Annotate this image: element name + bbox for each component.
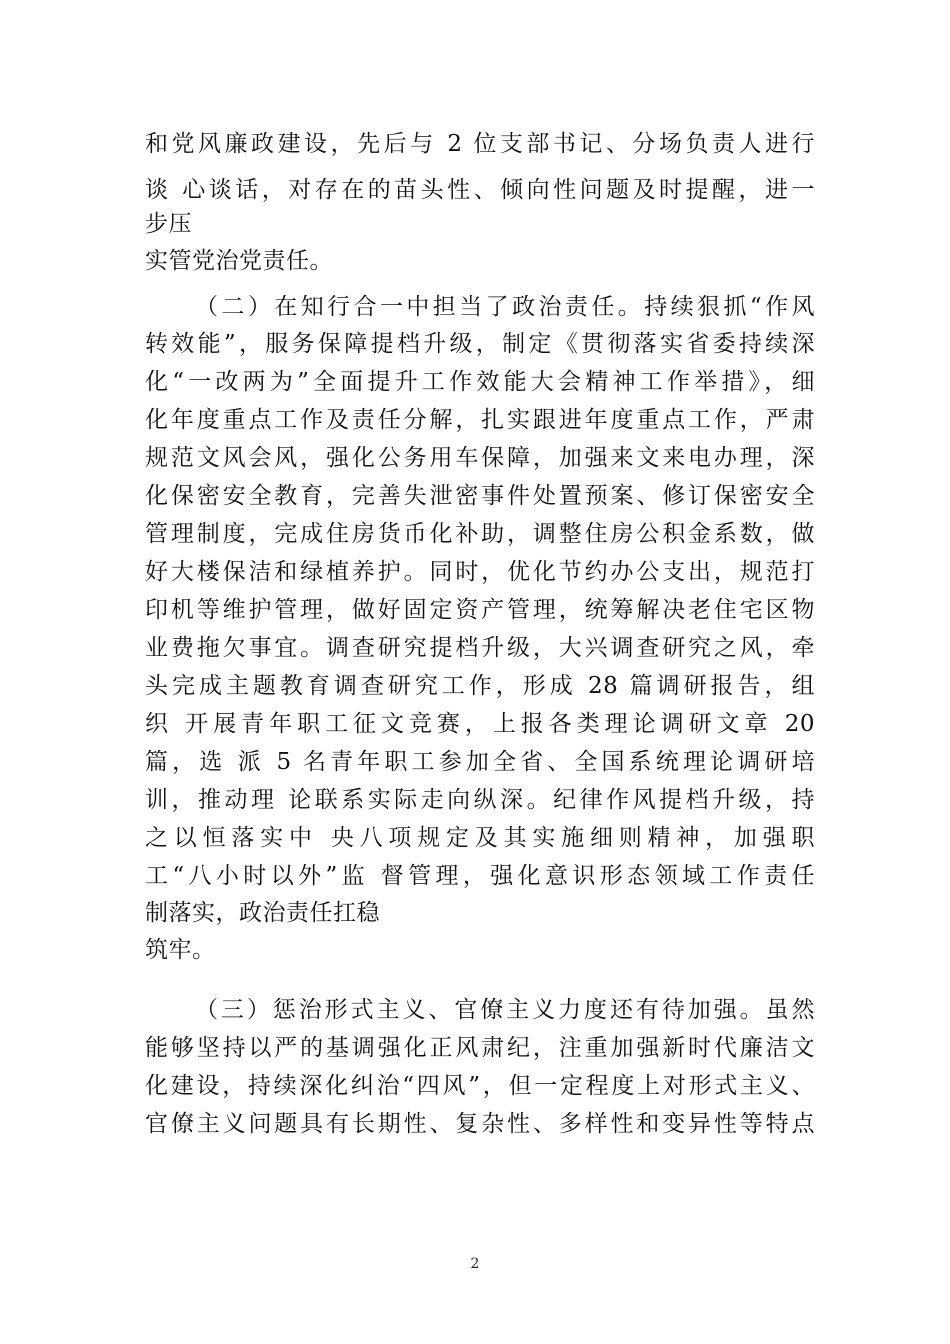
text-line: 筑牢。 xyxy=(145,937,216,963)
text-line: 篇，选 派 5 名青年职工参加全省、全国系统理论调研培 xyxy=(145,749,815,775)
text-line: 管理制度，完成住房货币化补助，调整住房公积金系数，做 xyxy=(145,521,815,547)
text-line: 业费拖欠事宜。调查研究提档升级，大兴调查研究之风，牵 xyxy=(145,635,815,661)
text-line: 印机等维护管理，做好固定资产管理，统筹解决老住宅区物 xyxy=(145,597,815,623)
text-line: 实管党治党责任。 xyxy=(145,248,333,274)
text-line: 化“一改两为”全面提升工作效能大会精神工作举措》，细 xyxy=(145,369,815,395)
paragraph-heading-line: （三）惩治形式主义、官僚主义力度还有待加强。虽然 xyxy=(195,997,815,1023)
text-line: 头完成主题教育调查研究工作，形成 28 篇调研报告，组 xyxy=(145,673,815,699)
text-line: 和党风廉政建设，先后与 2 位支部书记、分场负责人进行 xyxy=(145,131,815,157)
text-line: 化保密安全教育，完善失泄密事件处置预案、修订保密安全 xyxy=(145,483,815,509)
text-line: 官僚主义问题具有长期性、复杂性、多样性和变异性等特点 xyxy=(145,1111,815,1137)
paragraph-heading-line: （二）在知行合一中担当了政治责任。持续狠抓“作风 xyxy=(195,294,815,320)
text-line: 能够坚持以严的基调强化正风肃纪，注重加强新时代廉洁文 xyxy=(145,1035,815,1061)
text-line: 训，推动理 论联系实际走向纵深。纪律作风提档升级，持 xyxy=(145,787,815,813)
text-line: 转效能”，服务保障提档升级，制定《贯彻落实省委持续深 xyxy=(145,331,815,357)
page-number: 2 xyxy=(470,1256,480,1272)
text-line: 步压 xyxy=(145,211,192,237)
text-line: 之以恒落实中 央八项规定及其实施细则精神，加强职 xyxy=(145,825,815,851)
text-line: 化年度重点工作及责任分解，扎实跟进年度重点工作，严肃 xyxy=(145,407,815,433)
text-line: 规范文风会风，强化公务用车保障，加强来文来电办理，深 xyxy=(145,445,815,471)
text-line: 谈 心谈话，对存在的苗头性、倾向性问题及时提醒，进一 xyxy=(145,177,815,203)
text-line: 织 开展青年职工征文竞赛，上报各类理论调研文章 20 xyxy=(145,711,815,737)
text-line: 制落实，政治责任扛稳 xyxy=(145,900,380,926)
text-line: 工“八小时以外”监 督管理，强化意识形态领域工作责任 xyxy=(145,863,815,889)
text-line: 化建设，持续深化纠治“四风”，但一定程度上对形式主义、 xyxy=(145,1073,815,1099)
text-line: 好大楼保洁和绿植养护。同时，优化节约办公支出，规范打 xyxy=(145,559,815,585)
